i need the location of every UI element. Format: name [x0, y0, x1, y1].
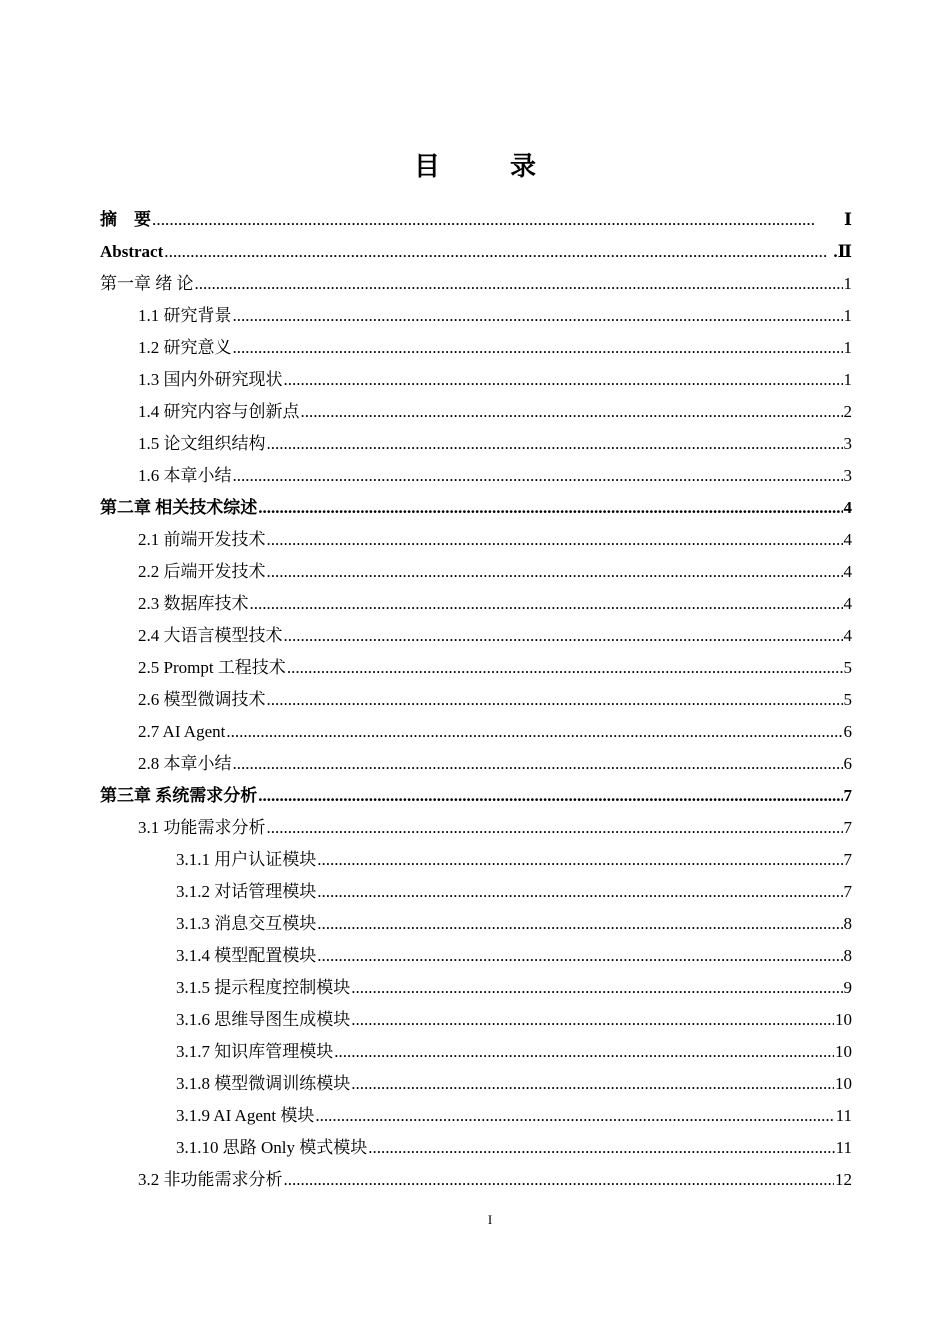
toc-entry-label: 3.1.7 知识库管理模块 — [176, 1042, 334, 1061]
toc-entry-label: 摘 要 — [100, 210, 151, 229]
dot-leader — [152, 204, 843, 237]
toc-entry-page: 1 — [843, 274, 852, 293]
toc-entry-page: 4 — [843, 498, 852, 517]
dot-leader — [250, 588, 843, 620]
dot-leader — [315, 1100, 834, 1132]
toc-entry-label: 2.7 AI Agent — [138, 722, 226, 741]
toc-entry-page: 11 — [835, 1106, 852, 1125]
toc-entry-label: 3.1.3 消息交互模块 — [176, 914, 317, 933]
toc-entry-page: 5 — [843, 690, 852, 709]
toc-entry-page: 8 — [843, 946, 852, 965]
toc-entry[interactable] — [100, 588, 852, 620]
toc-entry-page: 1 — [843, 306, 852, 325]
toc-entry-page: 10 — [835, 1042, 852, 1061]
toc-entry[interactable] — [100, 1100, 852, 1132]
dot-leader — [233, 332, 843, 364]
toc-entry[interactable] — [100, 1164, 852, 1196]
toc-entry-page: 11 — [835, 1138, 852, 1157]
toc-entry-label: 1.1 研究背景 — [138, 306, 232, 325]
toc-entry-label: 1.5 论文组织结构 — [138, 434, 266, 453]
toc-entry[interactable] — [100, 236, 852, 268]
dot-leader — [317, 844, 842, 876]
dot-leader — [258, 780, 842, 812]
toc-entry-label: 2.5 Prompt 工程技术 — [138, 658, 286, 677]
toc-entry-label: 1.3 国内外研究现状 — [138, 370, 283, 389]
dot-leader — [301, 396, 843, 428]
dot-leader — [233, 300, 843, 332]
dot-leader — [267, 556, 843, 588]
toc-entry[interactable] — [100, 684, 852, 716]
dot-leader — [317, 908, 842, 940]
toc-entry[interactable] — [100, 460, 852, 492]
dot-leader — [351, 1004, 834, 1036]
toc-entry-label: 2.8 本章小结 — [138, 754, 232, 773]
dot-leader — [317, 876, 842, 908]
toc-entry-label: 3.1.6 思维导图生成模块 — [176, 1010, 351, 1029]
dot-leader — [334, 1036, 834, 1068]
toc-entry-page: 4 — [843, 594, 852, 613]
toc-entry-page: 10 — [835, 1074, 852, 1093]
toc-entry-label: 第三章 系统需求分析 — [100, 786, 258, 805]
dot-leader — [233, 460, 843, 492]
toc-entry-page: 1 — [843, 338, 852, 357]
dot-leader — [267, 428, 843, 460]
toc-entry-page: 6 — [843, 722, 852, 741]
toc-entry[interactable] — [100, 940, 852, 972]
page-title: 目 录 — [413, 152, 558, 182]
toc-entry[interactable] — [100, 844, 852, 876]
toc-entry[interactable] — [100, 428, 852, 460]
toc-entry[interactable] — [100, 812, 852, 844]
toc-entry-page: 4 — [843, 530, 852, 549]
dot-leader — [233, 748, 843, 780]
toc-entry-label: 3.1.8 模型微调训练模块 — [176, 1074, 351, 1093]
toc-entry[interactable] — [100, 1004, 852, 1036]
toc-entry-page: 6 — [843, 754, 852, 773]
toc-entry-page: 12 — [835, 1170, 852, 1189]
toc-entry[interactable] — [100, 972, 852, 1004]
dot-leader — [351, 1068, 834, 1100]
toc-entry-page: 4 — [843, 562, 852, 581]
toc-entry[interactable] — [100, 1068, 852, 1100]
toc-entry[interactable] — [100, 876, 852, 908]
toc-entry[interactable] — [100, 716, 852, 748]
toc-entry-label: 1.4 研究内容与创新点 — [138, 402, 300, 421]
toc-entry-page: 7 — [843, 850, 852, 869]
toc-entry-page: 5 — [843, 658, 852, 677]
toc-entry-label: 2.3 数据库技术 — [138, 594, 249, 613]
toc-entry[interactable] — [100, 620, 852, 652]
toc-entry-page: 9 — [843, 978, 852, 997]
toc-entry-page: 3 — [843, 466, 852, 485]
table-of-contents — [100, 204, 852, 1196]
toc-entry[interactable] — [100, 1036, 852, 1068]
toc-entry[interactable] — [100, 396, 852, 428]
toc-entry[interactable] — [100, 524, 852, 556]
toc-entry-label: 1.6 本章小结 — [138, 466, 232, 485]
dot-leader — [226, 716, 842, 748]
toc-entry-page: 7 — [843, 818, 852, 837]
toc-entry-label: 1.2 研究意义 — [138, 338, 232, 357]
toc-entry-label: 2.4 大语言模型技术 — [138, 626, 283, 645]
toc-entry-page: Ⅰ — [844, 210, 852, 229]
dot-leader — [267, 524, 843, 556]
toc-entry[interactable] — [100, 1132, 852, 1164]
dot-leader — [317, 940, 842, 972]
toc-entry-label: 3.1.1 用户认证模块 — [176, 850, 317, 869]
dot-leader — [164, 236, 832, 269]
dot-leader — [284, 1164, 835, 1196]
toc-entry[interactable] — [100, 908, 852, 940]
dot-leader — [258, 492, 842, 524]
toc-entry-page: 4 — [843, 626, 852, 645]
dot-leader — [284, 620, 843, 652]
toc-entry[interactable] — [100, 204, 852, 236]
dot-leader — [195, 268, 843, 300]
toc-entry-label: 3.1.9 AI Agent 模块 — [176, 1106, 315, 1125]
toc-entry-label: Abstract — [100, 242, 164, 261]
toc-entry[interactable] — [100, 492, 852, 524]
toc-entry-label: 2.2 后端开发技术 — [138, 562, 266, 581]
toc-entry-page: 1 — [843, 370, 852, 389]
toc-entry[interactable] — [100, 652, 852, 684]
toc-entry[interactable] — [100, 268, 852, 300]
dot-leader — [284, 364, 843, 396]
toc-entry-page: 7 — [843, 882, 852, 901]
toc-entry-label: 3.2 非功能需求分析 — [138, 1170, 283, 1189]
toc-entry-label: 3.1 功能需求分析 — [138, 818, 266, 837]
toc-entry-label: 第一章 绪 论 — [100, 274, 194, 293]
toc-entry-page: 8 — [843, 914, 852, 933]
toc-entry-page: 2 — [843, 402, 852, 421]
toc-entry-label: 第二章 相关技术综述 — [100, 498, 258, 517]
toc-entry-page: 10 — [835, 1010, 852, 1029]
toc-entry[interactable] — [100, 556, 852, 588]
toc-entry-page: 7 — [843, 786, 852, 805]
dot-leader — [287, 652, 843, 684]
toc-entry-label: 3.1.5 提示程度控制模块 — [176, 978, 351, 997]
toc-entry[interactable] — [100, 748, 852, 780]
toc-entry-page: 3 — [843, 434, 852, 453]
dot-leader — [368, 1132, 834, 1164]
dot-leader — [267, 812, 843, 844]
toc-entry-label: 2.6 模型微调技术 — [138, 690, 266, 709]
toc-entry-label: 3.1.10 思路 Only 模式模块 — [176, 1138, 368, 1157]
toc-entry[interactable] — [100, 780, 852, 812]
toc-entry-label: 3.1.2 对话管理模块 — [176, 882, 317, 901]
dot-leader — [351, 972, 842, 1004]
dot-leader — [267, 684, 843, 716]
page-number: I — [487, 1212, 493, 1227]
toc-entry-label: 2.1 前端开发技术 — [138, 530, 266, 549]
toc-entry[interactable] — [100, 332, 852, 364]
toc-entry-page: .Ⅱ — [833, 242, 852, 261]
toc-entry[interactable] — [100, 300, 852, 332]
toc-entry-label: 3.1.4 模型配置模块 — [176, 946, 317, 965]
toc-entry[interactable] — [100, 364, 852, 396]
